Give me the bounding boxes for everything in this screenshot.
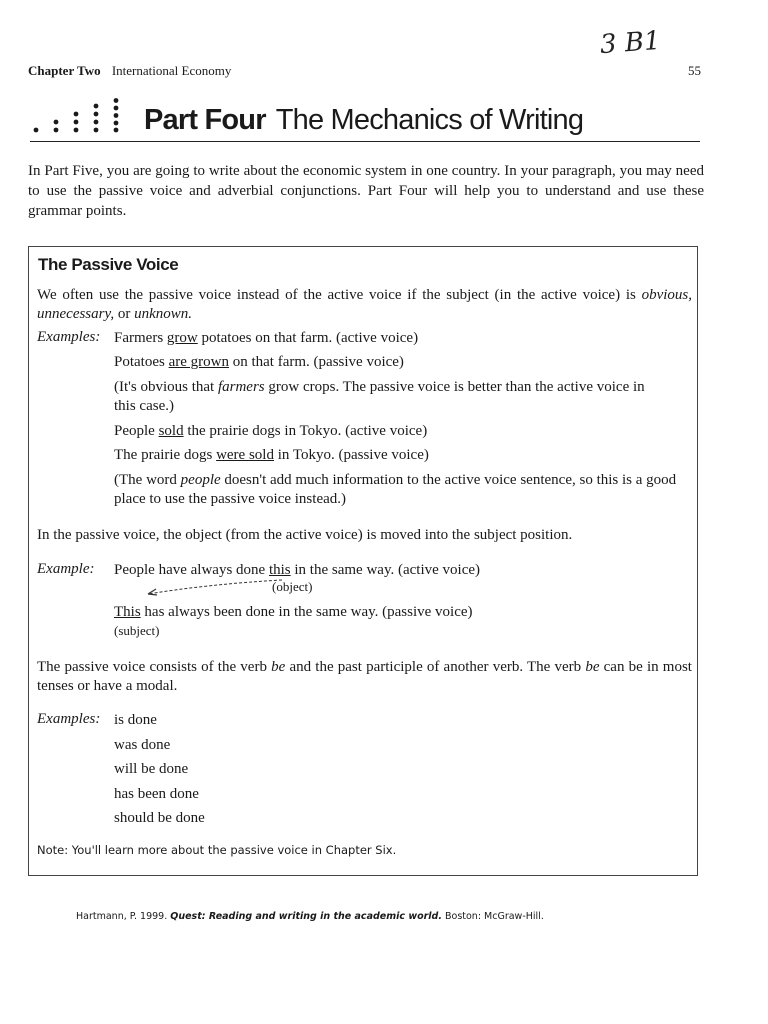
subject-label: (subject) xyxy=(114,623,160,638)
example-text: in the same way. (active voice) xyxy=(290,562,481,578)
citation-text: Hartmann, P. 1999. xyxy=(76,911,171,922)
part-heading xyxy=(144,104,583,137)
definition-text-2: or xyxy=(114,306,135,322)
example-label: Example: xyxy=(37,561,95,577)
note-text: Note: You'll learn more about the passive voice in Chapter Six. xyxy=(37,843,397,857)
definition-italic-1: obvious, unnecessary, xyxy=(37,287,692,322)
example-text: Potatoes xyxy=(114,354,169,370)
examples-label: Examples: xyxy=(37,329,101,345)
example-text: The prairie dogs xyxy=(114,447,217,463)
decorative-dots-icon xyxy=(30,98,130,138)
example-verb: were sold xyxy=(216,447,274,463)
definition-text: We often use the passive voice instead of the active voice if the subject (in the active voice) is xyxy=(37,287,642,303)
definition-italic-2: unknown. xyxy=(134,306,192,322)
example-line xyxy=(114,378,659,416)
example-text: doesn't add much information to the active voice sentence, so this is a good place to use the passive voice instead.) xyxy=(114,472,677,507)
example-italic: people xyxy=(180,472,221,488)
heading-rule xyxy=(30,141,700,142)
example-line xyxy=(114,446,692,465)
example-verb: grow xyxy=(166,330,198,346)
examples-label: Examples: xyxy=(37,711,101,727)
example-text: grow crops. The passive voice is better than the active voice in this case.) xyxy=(114,379,645,414)
box-title: The Passive Voice xyxy=(38,255,179,274)
example-line xyxy=(114,329,692,348)
be-italic: be xyxy=(271,659,286,675)
example-text: (It's obvious that xyxy=(114,379,218,395)
example-text: the prairie dogs in Tokyo. (active voice) xyxy=(183,423,428,439)
example-line xyxy=(114,603,692,622)
part-title: The Mechanics of Writing xyxy=(275,104,584,136)
example-text: on that farm. (passive voice) xyxy=(228,354,404,370)
example-text: in Tokyo. (passive voice) xyxy=(273,447,429,463)
example-subject: This xyxy=(114,604,141,620)
citation-footer xyxy=(76,911,544,922)
example-verb: are grown xyxy=(168,354,229,370)
form-item: is done xyxy=(114,712,157,728)
form-item: has been done xyxy=(114,786,199,802)
example-text: People xyxy=(114,423,159,439)
handwritten-mark: 3 B1 xyxy=(599,25,662,61)
form-item: was done xyxy=(114,737,171,753)
chapter-label: Chapter Two xyxy=(28,63,101,78)
arrow-icon xyxy=(140,578,290,598)
example-text: (The word xyxy=(114,472,181,488)
citation-title: Quest: Reading and writing in the academic world. xyxy=(170,911,442,922)
example-line xyxy=(114,471,692,509)
example-verb: sold xyxy=(158,423,184,439)
object-subject-paragraph: In the passive voice, the object (from the active voice) is moved into the subject position. xyxy=(37,527,573,543)
example-text: has always been done in the same way. (passive voice) xyxy=(140,604,473,620)
example-line xyxy=(114,422,692,441)
page-number: 55 xyxy=(688,63,701,78)
example-text: People have always done xyxy=(114,562,269,578)
be-verb-paragraph xyxy=(37,658,692,696)
intro-paragraph: In Part Five, you are going to write about the economic system in one country. In your paragraph, you may need to use the passive voice and adverbial conjunctions. Part Four will help you to understand and use these grammar points. xyxy=(28,163,704,219)
example-text: potatoes on that farm. (active voice) xyxy=(197,330,419,346)
example-object: this xyxy=(268,562,291,578)
be-text: The passive voice consists of the verb xyxy=(37,659,272,675)
be-text: can be in most tenses or have a modal. xyxy=(37,659,692,694)
part-number: Part Four xyxy=(144,104,266,136)
passive-definition-paragraph xyxy=(37,286,692,324)
example-italic: farmers xyxy=(217,379,265,395)
be-italic: be xyxy=(585,659,600,675)
form-item: will be done xyxy=(114,761,189,777)
running-header xyxy=(28,63,231,79)
example-line xyxy=(114,353,692,372)
be-text: and the past participle of another verb. The verb xyxy=(285,659,586,675)
form-item: should be done xyxy=(114,810,205,826)
example-text: Farmers xyxy=(114,330,167,346)
object-label: (object) xyxy=(272,579,313,594)
citation-publisher: Boston: McGraw-Hill. xyxy=(441,911,544,922)
chapter-title: International Economy xyxy=(111,63,232,78)
